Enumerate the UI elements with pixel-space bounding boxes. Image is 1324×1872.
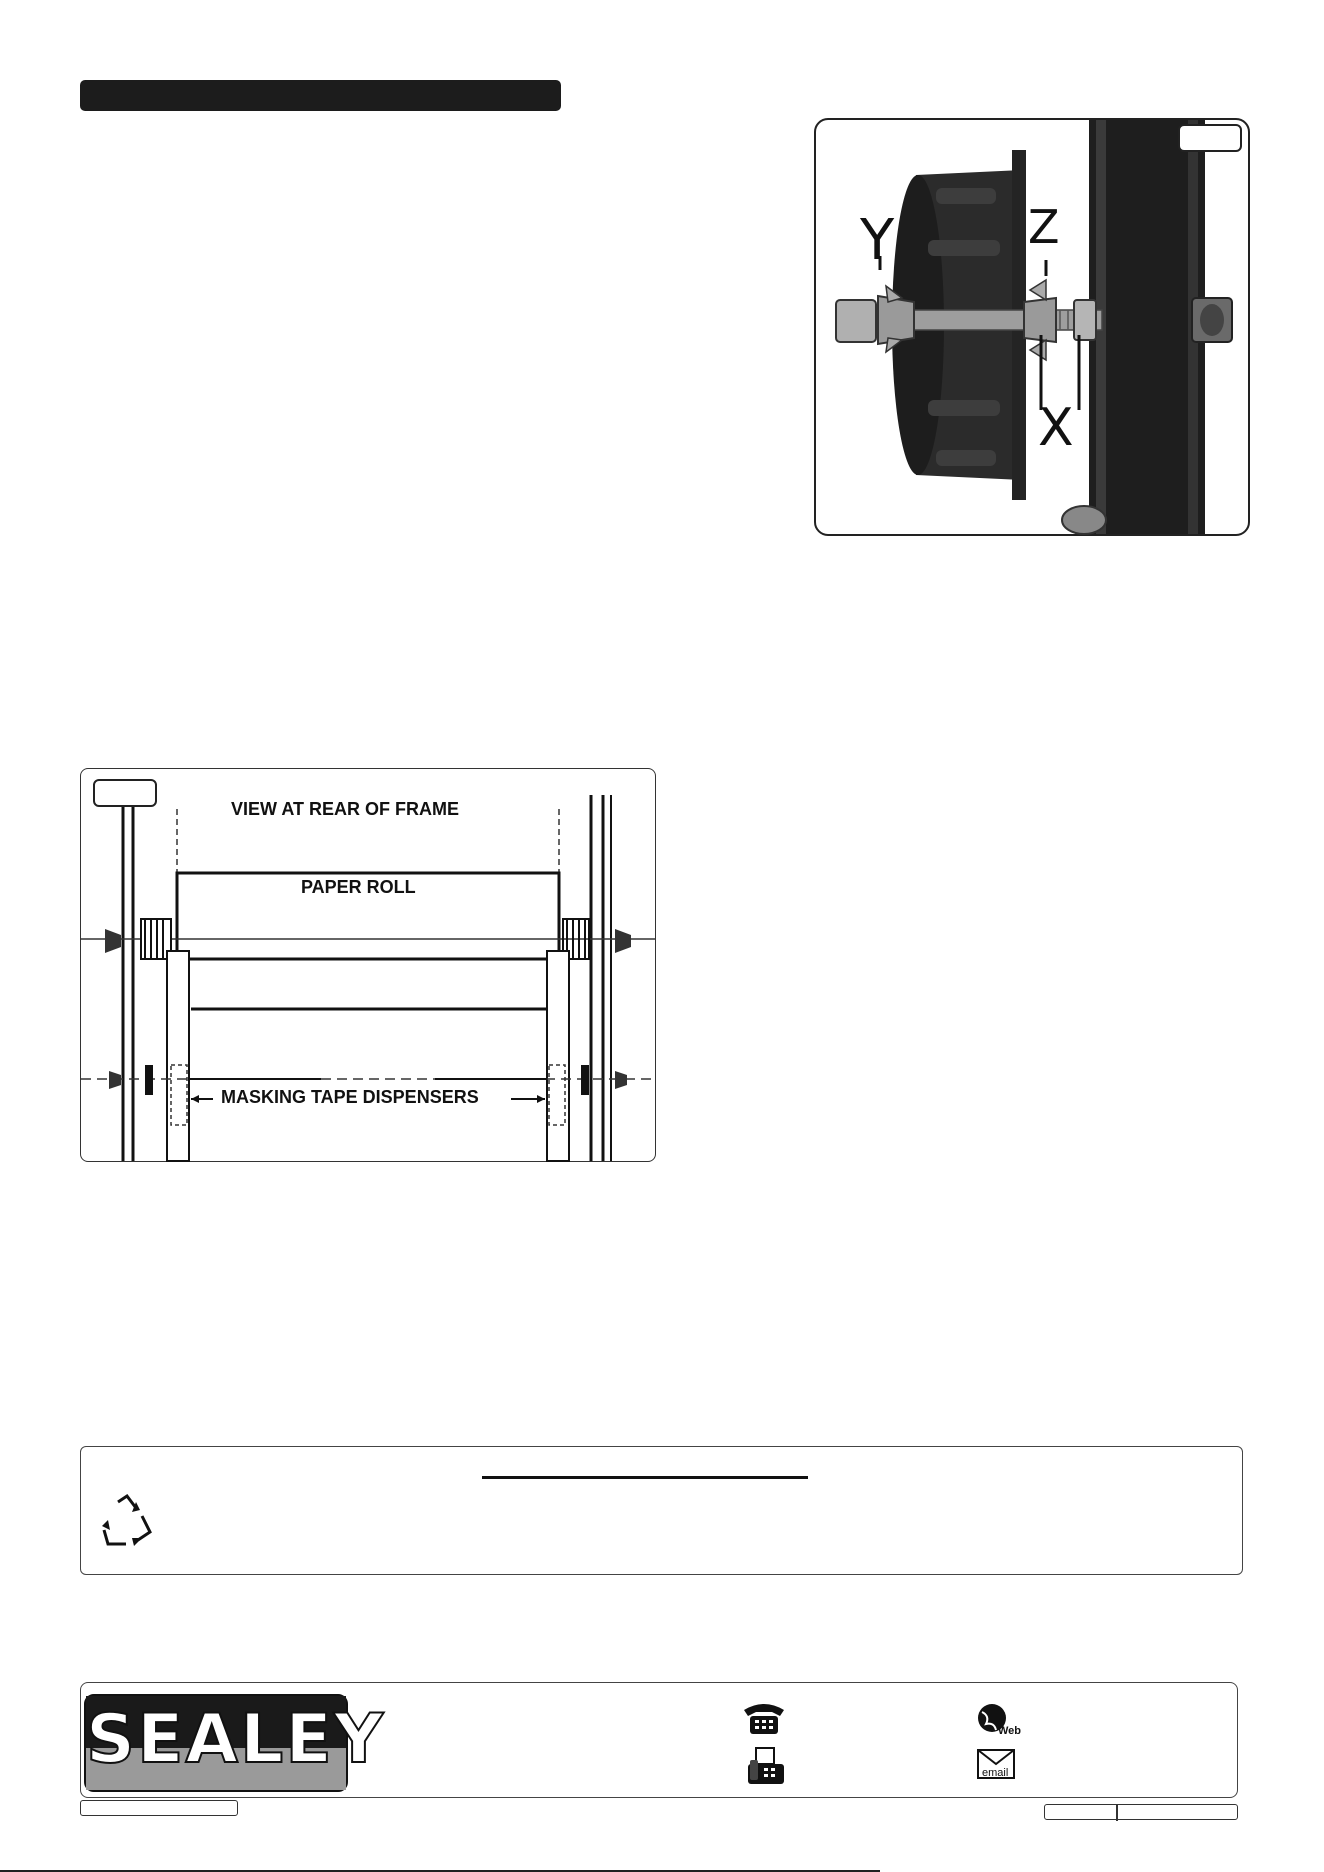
label-x: X bbox=[1038, 398, 1074, 458]
masking-tape-label: MASKING TAPE DISPENSERS bbox=[221, 1087, 479, 1107]
diagram-title: VIEW AT REAR OF FRAME bbox=[231, 799, 459, 819]
email-icon bbox=[976, 1748, 1016, 1780]
label-y: Y bbox=[860, 208, 895, 273]
telephone-icon bbox=[740, 1700, 788, 1736]
environment-box bbox=[80, 1446, 1243, 1575]
reference-tag-divider bbox=[1116, 1804, 1118, 1821]
figure-diagram bbox=[80, 768, 656, 1162]
figure-photo bbox=[814, 118, 1250, 536]
figure-tag-photo bbox=[1178, 124, 1242, 152]
fax-icon bbox=[744, 1746, 788, 1786]
label-z: Z bbox=[1028, 200, 1060, 254]
wheel-bolt-photo bbox=[816, 120, 1248, 534]
sealey-logo: SEALEY bbox=[84, 1694, 348, 1792]
svg-text:email: email bbox=[982, 1767, 1009, 1779]
svg-text:Web: Web bbox=[998, 1725, 1022, 1737]
paper-roll-label: PAPER ROLL bbox=[301, 877, 416, 897]
environment-title-underline bbox=[482, 1476, 808, 1479]
reference-tag-left bbox=[80, 1800, 238, 1816]
section-header-bar bbox=[80, 80, 561, 111]
figure-tag-diagram bbox=[93, 779, 157, 807]
reference-tag-right bbox=[1044, 1804, 1238, 1820]
web-icon bbox=[976, 1702, 1020, 1738]
recycle-icon bbox=[98, 1494, 156, 1550]
